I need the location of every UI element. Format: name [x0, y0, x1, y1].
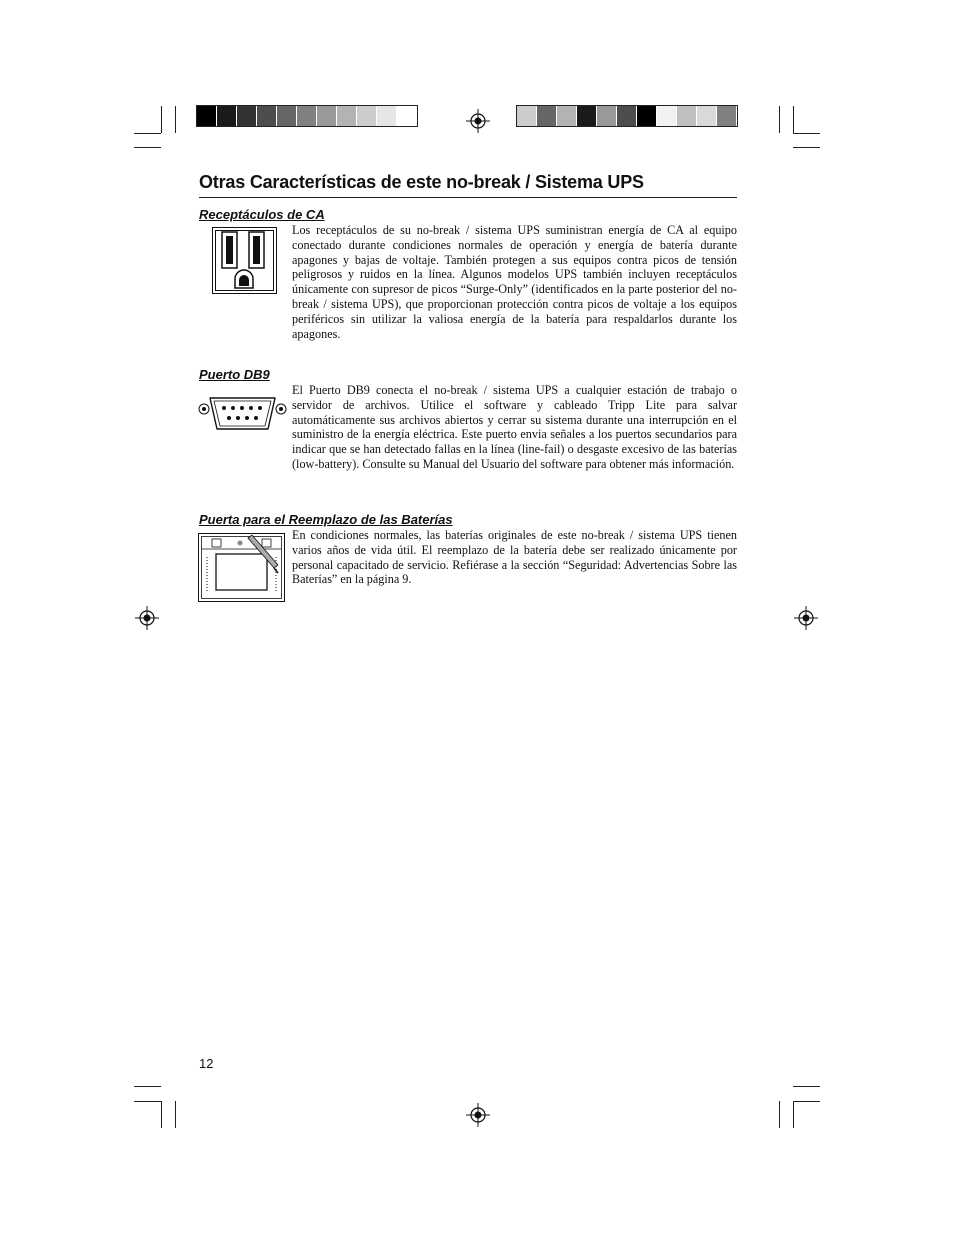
db9-port-icon: [196, 394, 289, 434]
color-swatch: [657, 106, 677, 126]
crop-mark: [779, 1101, 780, 1128]
crop-mark: [793, 106, 794, 133]
color-swatch: [217, 106, 237, 126]
color-swatch: [717, 106, 737, 126]
registration-mark-icon: [466, 109, 490, 133]
crop-mark: [793, 133, 820, 134]
crop-mark: [175, 106, 176, 133]
section-body-db9-port: El Puerto DB9 conecta el no-break / sistema UPS a cualquier estación de trabajo o servidor de archivos. Utilice el software y cableado Tripp Lite para salvar automáticamente sus archivos abiertos y cerrar su sistema durante una interrupción en el suministro de la energía eléctrica. Este puerto envia señales a los puertos secundarios para indicar que se han detectado fallas en la línea (line-fail) o desgaste excesivo de las baterías (low-battery). Consulte su Manual del Usuario del software para obtener más información.: [292, 383, 737, 471]
color-swatch: [517, 106, 537, 126]
crop-mark: [134, 133, 161, 134]
crop-mark: [793, 1101, 820, 1102]
crop-mark: [134, 1086, 161, 1087]
color-swatch: [617, 106, 637, 126]
color-swatch: [597, 106, 617, 126]
section-heading-db9-port: Puerto DB9: [199, 367, 270, 382]
page-number: 12: [199, 1056, 214, 1071]
color-swatch: [377, 106, 397, 126]
crop-mark: [175, 1101, 176, 1128]
color-swatch: [697, 106, 717, 126]
color-swatch: [297, 106, 317, 126]
crop-mark: [134, 1101, 161, 1102]
color-bar-right: [517, 106, 737, 126]
crop-mark: [161, 106, 162, 133]
page-title: Otras Características de este no-break / Sistema UPS: [199, 172, 737, 198]
color-swatch: [277, 106, 297, 126]
crop-mark: [134, 147, 161, 148]
color-swatch: [577, 106, 597, 126]
color-swatch: [397, 106, 417, 126]
color-swatch: [637, 106, 657, 126]
color-swatch: [677, 106, 697, 126]
registration-mark-icon: [466, 1103, 490, 1127]
color-swatch: [237, 106, 257, 126]
crop-mark: [793, 1101, 794, 1128]
registration-mark-icon: [794, 606, 818, 630]
crop-mark: [779, 106, 780, 133]
section-heading-ac-receptacles: Receptáculos de CA: [199, 207, 325, 222]
color-swatch: [257, 106, 277, 126]
color-swatch: [197, 106, 217, 126]
battery-door-icon: [198, 533, 285, 602]
crop-mark: [793, 1086, 820, 1087]
color-bar-left: [197, 106, 417, 126]
color-swatch: [537, 106, 557, 126]
registration-mark-icon: [135, 606, 159, 630]
color-swatch: [557, 106, 577, 126]
section-body-battery-door: En condiciones normales, las baterías originales de este no-break / sistema UPS tienen varios años de vida útil. El reemplazo de la batería debe ser realizado únicamente por personal capacitado de servicio. Refiérase a la sección “Seguridad: Advertencias Sobre las Baterías” en la página 9.: [292, 528, 737, 587]
section-heading-battery-door: Puerta para el Reemplazo de las Baterías: [199, 512, 453, 527]
color-swatch: [337, 106, 357, 126]
ac-outlet-icon: [212, 227, 277, 294]
section-body-ac-receptacles: Los receptáculos de su no-break / sistema UPS suministran energía de CA al equipo conectado durante condiciones normales de operación y energía de batería durante apagones y bajas de voltaje. También protegen a sus equipos contra picos de tensión peligrosos y ruidos en la línea. Algunos modelos UPS también incluyen receptáculos únicamente con supresor de picos “Surge-Only” (identificados en la parte posterior del no-break / sistema UPS), que proporcionan protección contra picos de voltaje a los equipos periféricos sin utilizar la valiosa energía de la batería para respaldarlos durante los apagones.: [292, 223, 737, 341]
crop-mark: [793, 147, 820, 148]
color-swatch: [317, 106, 337, 126]
color-swatch: [357, 106, 377, 126]
crop-mark: [161, 1101, 162, 1128]
